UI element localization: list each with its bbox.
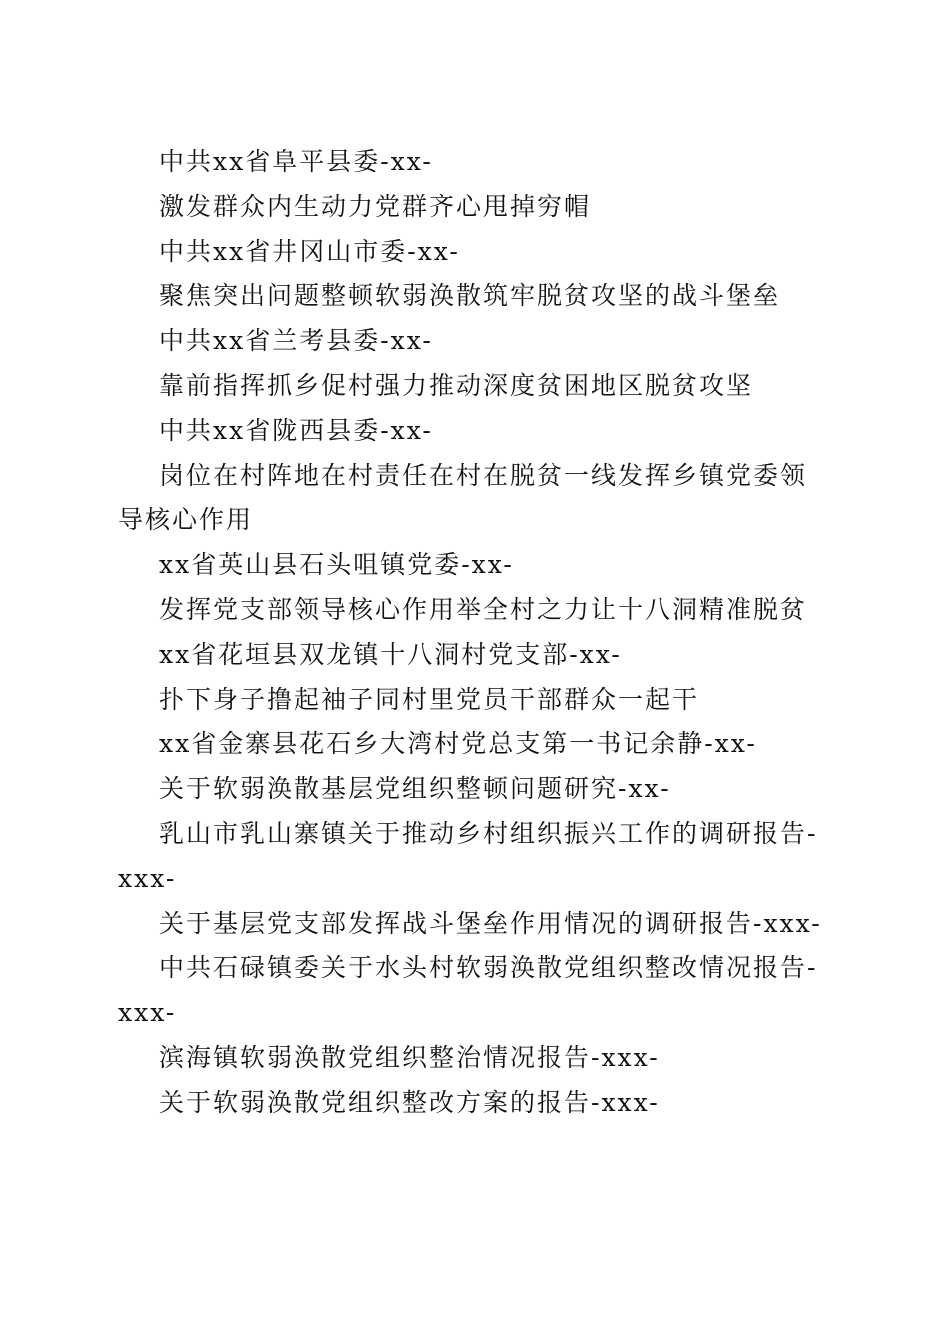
entry-line: 滨海镇软弱涣散党组织整治情况报告-xxx- [159, 1042, 660, 1072]
entry-line: 聚焦突出问题整顿软弱涣散筑牢脱贫攻坚的战斗堡垒 [159, 281, 781, 311]
entry-line: 中共石碌镇委关于水头村软弱涣散党组织整改情况报告-xxx- [118, 953, 818, 1028]
entry-line: 岗位在村阵地在村责任在村在脱贫一线发挥乡镇党委领导核心作用 [118, 460, 808, 535]
entry-line: 发挥党支部领导核心作用举全村之力让十八洞精准脱贫 [159, 594, 808, 624]
entry-line: xx省金寨县花石乡大湾村党总支第一书记余静-xx- [159, 729, 757, 759]
entry-line: 关于软弱涣散党组织整改方案的报告-xxx- [159, 1087, 660, 1117]
entry-line: 中共xx省陇西县委-xx- [159, 415, 433, 445]
entry-line: xx省花垣县双龙镇十八洞村党支部-xx- [159, 639, 622, 669]
entry-line: 乳山市乳山寨镇关于推动乡村组织振兴工作的调研报告-xxx- [118, 818, 818, 893]
entry-line: 扑下身子撸起袖子同村里党员干部群众一起干 [159, 684, 700, 714]
entry-line: 关于基层党支部发挥战斗堡垒作用情况的调研报告-xxx- [159, 908, 822, 938]
entry-line: 激发群众内生动力党群齐心甩掉穷帽 [159, 191, 592, 221]
entry-line: 中共xx省兰考县委-xx- [159, 326, 433, 356]
entry-line: 靠前指挥抓乡促村强力推动深度贫困地区脱贫攻坚 [159, 370, 754, 400]
entry-line: 中共xx省井冈山市委-xx- [159, 236, 460, 266]
entry-line: 关于软弱涣散基层党组织整顿问题研究-xx- [159, 774, 671, 804]
entry-line: 中共xx省阜平县委-xx- [159, 147, 433, 176]
entry-line: xx省英山县石头咀镇党委-xx- [159, 550, 514, 580]
document-body [118, 140, 830, 1126]
